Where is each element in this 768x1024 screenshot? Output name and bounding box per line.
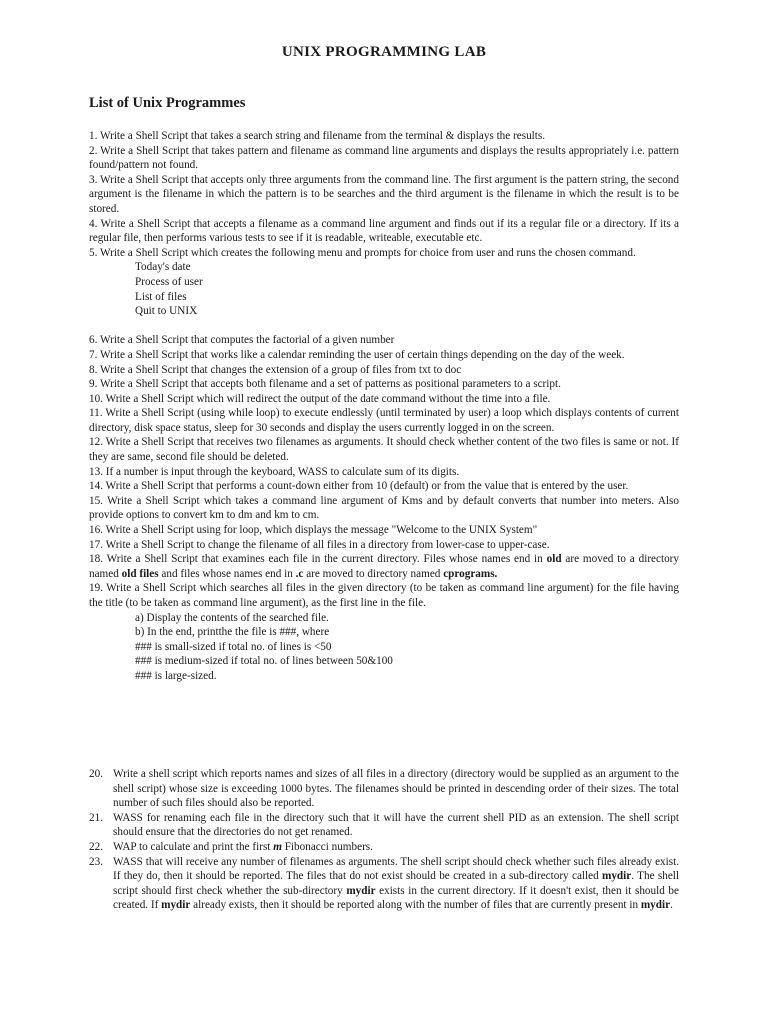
bold-term: old files xyxy=(121,567,159,580)
spacer xyxy=(89,319,679,334)
item-text-part: WAP to calculate and print the first xyxy=(113,840,274,853)
list-item: 1. Write a Shell Script that takes a search string and filename from the terminal & displays the results. xyxy=(89,130,546,142)
list-item: 8. Write a Shell Script that changes the extension of a group of files from txt to doc xyxy=(89,363,462,376)
menu-option: Process of user xyxy=(135,275,203,288)
list-item: 4. Write a Shell Script that accepts a filename as a command line argument and finds out if its a regular file or a directory. If its a regular file, then performs various tests to see if it is readable, writeable, executable etc. xyxy=(89,217,679,245)
list-item: 2. Write a Shell Script that takes pattern and filename as command line arguments and displays the results appropriately i.e. pattern found/pattern not found. xyxy=(89,144,679,172)
section-heading: List of Unix Programmes xyxy=(89,95,246,111)
item-number: 20. xyxy=(89,768,103,780)
menu-option: Today's date xyxy=(135,261,191,274)
sub-item: ### is large-sized. xyxy=(135,669,217,682)
item-text: WASS for renaming each file in the directory such that it will have the current shell PID as an extension. The shell script should ensure that the directories do not get renamed. xyxy=(113,811,679,839)
program-list xyxy=(89,129,679,684)
list-item xyxy=(89,855,679,913)
menu-option: List of files xyxy=(135,290,187,303)
bold-term: mydir xyxy=(602,870,632,883)
item-number: 21. xyxy=(89,811,103,824)
item-text-part: already exists, then it should be reported along with the number of files that are currently present in xyxy=(190,899,641,912)
list-item: 6. Write a Shell Script that computes the factorial of a given number xyxy=(89,334,395,347)
list-item: 15. Write a Shell Script which takes a command line argument of Kms and by default converts that number into meters. Also provide options to convert km to dm and km to cm. xyxy=(89,494,679,522)
bold-term: .c xyxy=(295,567,304,580)
item-text-part: . The shell script should first check whether the sub-directory xyxy=(113,870,680,897)
list-item: 3. Write a Shell Script that accepts only three arguments from the command line. The first argument is the pattern string, the second argument is the filename in which the pattern is to be searches and the third argument is the filename in which the result is to be stored. xyxy=(89,173,679,215)
sub-item: a) Display the contents of the searched file. xyxy=(135,611,329,624)
item-text-part: Fibonacci numbers. xyxy=(281,840,373,853)
list-item-text: are moved to a directory named xyxy=(89,553,680,580)
bold-term: mydir xyxy=(640,899,671,912)
bold-term: m xyxy=(273,840,282,853)
item-text xyxy=(113,855,679,913)
bold-term: mydir xyxy=(346,884,376,897)
item-text: Write a shell script which reports names and sizes of all files in a directory (directory would be supplied as an argument to the shell script) whose size is exceeding 1000 bytes. The filenames should be printed in descending order of their sizes. The total number of such files should also be reported. xyxy=(113,768,679,810)
item-text-part: WASS that will receive any number of filenames as arguments. The shell script should check whether such files already exist. If they do, then it should be reported. The files that do not exist should be created in a sub-directory called xyxy=(113,855,679,883)
sub-item: ### is medium-sized if total no. of lines between 50&100 xyxy=(135,655,393,668)
item-number: 22. xyxy=(89,840,103,853)
bold-term: mydir xyxy=(161,899,191,912)
item-text xyxy=(113,840,679,855)
list-item: 5. Write a Shell Script which creates the following menu and prompts for choice from user and runs the chosen command. xyxy=(89,246,636,259)
list-item-text: and files whose names end in xyxy=(158,567,296,580)
list-item xyxy=(89,811,679,840)
list-item: 16. Write a Shell Script using for loop, which displays the message "Welcome to the UNIX System" xyxy=(89,524,538,537)
page-title: UNIX PROGRAMMING LAB xyxy=(281,44,487,60)
list-item: 9. Write a Shell Script that accepts both filename and a set of patterns as positional parameters to a script. xyxy=(89,378,561,391)
list-item-text: are moved to directory named xyxy=(303,567,444,580)
list-item xyxy=(89,552,679,581)
program-list-continued xyxy=(89,767,679,913)
sub-item: ### is small-sized if total no. of lines is <50 xyxy=(135,640,332,653)
item-text-part: . xyxy=(670,899,673,912)
list-item xyxy=(89,767,679,811)
list-item: 14. Write a Shell Script that performs a count-down either from 10 (default) or from the value that is entered by the user. xyxy=(89,480,629,493)
list-item: 7. Write a Shell Script that works like a calendar reminding the user of certain things depending on the day of the week. xyxy=(89,348,625,361)
list-item: 11. Write a Shell Script (using while loop) to execute endlessly (until terminated by user) a loop which displays contents of current directory, disk space status, sleep for 30 seconds and display the users currently logged in on the screen. xyxy=(89,407,679,434)
list-item: 10. Write a Shell Script which will redirect the output of the date command without the time into a file. xyxy=(89,392,551,405)
bold-term: old xyxy=(546,553,562,566)
list-item xyxy=(89,840,679,855)
list-item: 12. Write a Shell Script that receives two filenames as arguments. It should check whether content of the two files is same or not. If they are same, second file should be deleted. xyxy=(89,436,679,464)
list-item: 17. Write a Shell Script to change the filename of all files in a directory from lower-case to upper-case. xyxy=(89,538,550,551)
item-text-part: exists in the current directory. If it doesn't exist, then it should be created. If xyxy=(113,884,679,912)
list-item: 19. Write a Shell Script which searches all files in the given directory (to be taken as command line argument) for the file having the title (to be taken as command line argument), as the first line in the file. xyxy=(89,582,679,609)
sub-item: b) In the end, printthe the file is ###, where xyxy=(135,626,330,639)
bold-term: cprograms. xyxy=(443,567,498,580)
list-item: 13. If a number is input through the keyboard, WASS to calculate sum of its digits. xyxy=(89,465,460,478)
list-item-text: 18. Write a Shell Script that examines each file in the current directory. Files whose names end in xyxy=(89,553,547,566)
item-number: 23. xyxy=(89,855,103,868)
menu-option: Quit to UNIX xyxy=(135,305,198,318)
